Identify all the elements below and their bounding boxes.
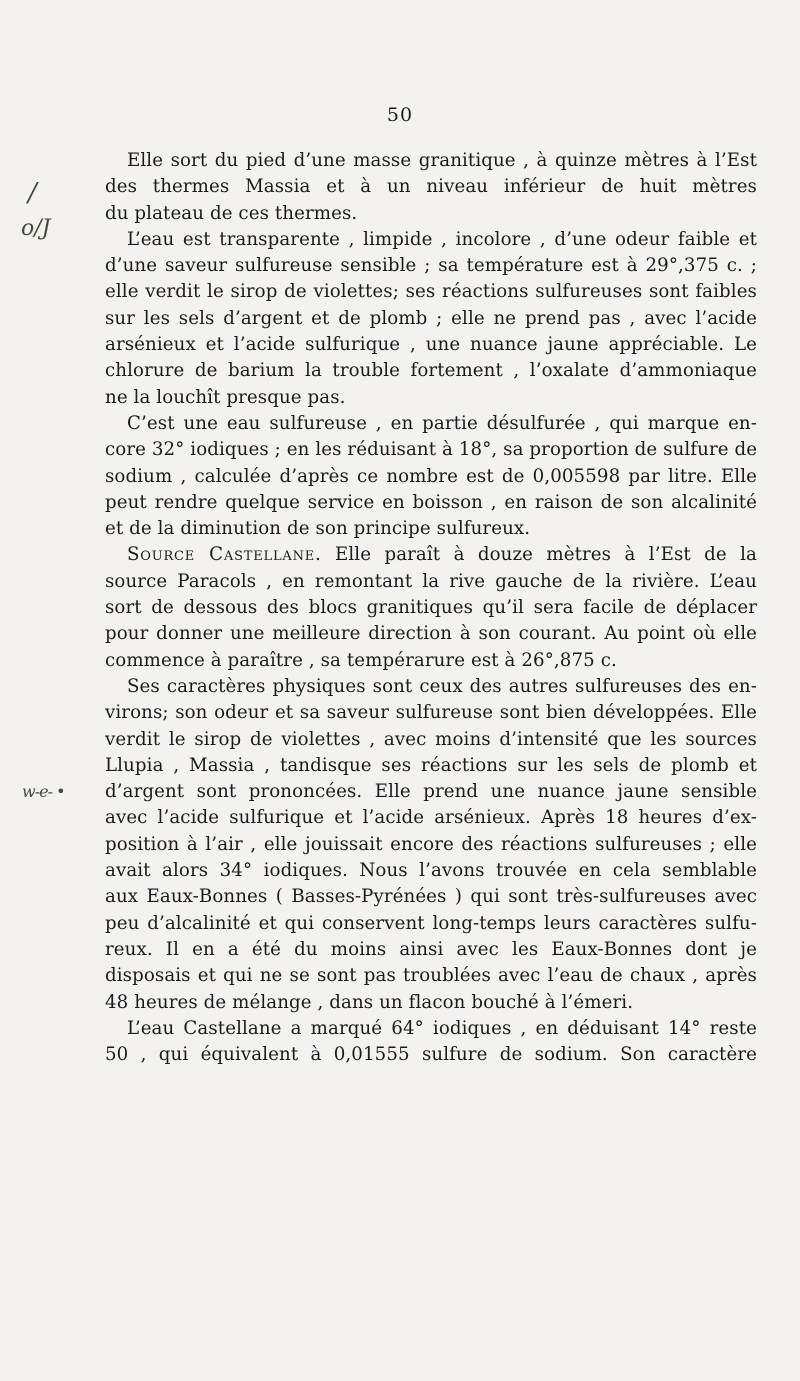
text-line: verdit le sirop de violettes , avec moins d’intensité que les sources xyxy=(105,728,757,750)
text-line-content: Elle paraît à douze mètres à l’Est de la xyxy=(321,544,757,566)
text-line: avec l’acide sulfurique et l’acide arsénieux. Après 18 heures d’ex- xyxy=(105,807,757,829)
text-line: L’eau est transparente , limpide , incolore , d’une odeur faible et xyxy=(127,228,757,250)
text-line: reux. Il en a été du moins ainsi avec les Eaux-Bonnes dont je xyxy=(105,938,757,960)
text-line: commence à paraître , sa tempérarure est à 26°,875 c. xyxy=(105,649,617,671)
text-line: virons; son odeur et sa saveur sulfureuse sont bien développées. Elle xyxy=(105,702,757,724)
text-line: sodium , calculée d’après ce nombre est de 0,005598 par litre. Elle xyxy=(105,465,757,487)
body-text xyxy=(105,148,757,1068)
text-line xyxy=(105,542,757,568)
text-line: L’eau Castellane a marqué 64° iodiques , en déduisant 14° reste xyxy=(127,1017,757,1039)
text-line: avait alors 34° iodiques. Nous l’avons trouvée en cela semblable xyxy=(105,860,757,882)
text-line: core 32° iodiques ; en les réduisant à 18°, sa proportion de sulfure de xyxy=(105,439,758,461)
text-line: chlorure de barium la trouble fortement , l’oxalate d’ammoniaque xyxy=(105,360,757,382)
text-line: Ses caractères physiques sont ceux des autres sulfureuses des en- xyxy=(127,675,757,697)
text-line: et de la diminution de son principe sulfureux. xyxy=(105,518,531,540)
margin-annotation-2: o/J xyxy=(21,216,51,241)
text-line: source Paracols , en remontant la rive gauche de la rivière. L’eau xyxy=(105,570,757,592)
text-line: peu d’alcalinité et qui conservent long-temps leurs caractères sulfu- xyxy=(105,912,757,934)
text-line: elle verdit le sirop de violettes; ses réactions sulfureuses sont faibles xyxy=(105,281,757,303)
text-line: aux Eaux-Bonnes ( Basses-Pyrénées ) qui sont très-sulfureuses avec xyxy=(105,886,757,908)
text-line: d’une saveur sulfureuse sensible ; sa température est à 29°,375 c. ; xyxy=(105,255,757,277)
text-line: position à l’air , elle jouissait encore des réactions sulfureuses ; elle xyxy=(105,833,757,855)
text-line: ne la louchît presque pas. xyxy=(105,386,346,408)
text-line: C’est une eau sulfureuse , en partie désulfurée , qui marque en- xyxy=(127,412,757,434)
text-line: 50 , qui équivalent à 0,01555 sulfure de sodium. Son caractère xyxy=(105,1044,757,1066)
margin-annotation-3: w-e- • xyxy=(22,782,65,801)
margin-annotation-1: / xyxy=(28,178,37,208)
text-line: arsénieux et l’acide sulfurique , une nuance jaune appréciable. Le xyxy=(105,334,757,356)
text-line: sort de dessous des blocs granitiques qu’il sera facile de déplacer xyxy=(105,597,757,619)
text-line: disposais et qui ne se sont pas troublées avec l’eau de chaux , après xyxy=(105,965,757,987)
page-number: 50 xyxy=(386,104,414,126)
text-line: pour donner une meilleure direction à son courant. Au point où elle xyxy=(105,623,757,645)
text-line: des thermes Massia et à un niveau inférieur de huit mètres xyxy=(105,176,757,198)
text-line: Llupia , Massia , tandisque ses réactions sur les sels de plomb et xyxy=(105,754,757,776)
text-line: 48 heures de mélange , dans un flacon bouché à l’émeri. xyxy=(105,991,634,1013)
section-heading: Source Castellane. xyxy=(127,544,322,566)
text-line: Elle sort du pied d’une masse granitique , à quinze mètres à l’Est xyxy=(127,150,757,171)
text-line: peut rendre quelque service en boisson , en raison de son alcalinité xyxy=(105,491,757,513)
text-line: d’argent sont prononcées. Elle prend une nuance jaune sensible xyxy=(105,781,757,803)
text-line: sur les sels d’argent et de plomb ; elle ne prend pas , avec l’acide xyxy=(105,307,757,329)
text-line: du plateau de ces thermes. xyxy=(105,202,358,224)
